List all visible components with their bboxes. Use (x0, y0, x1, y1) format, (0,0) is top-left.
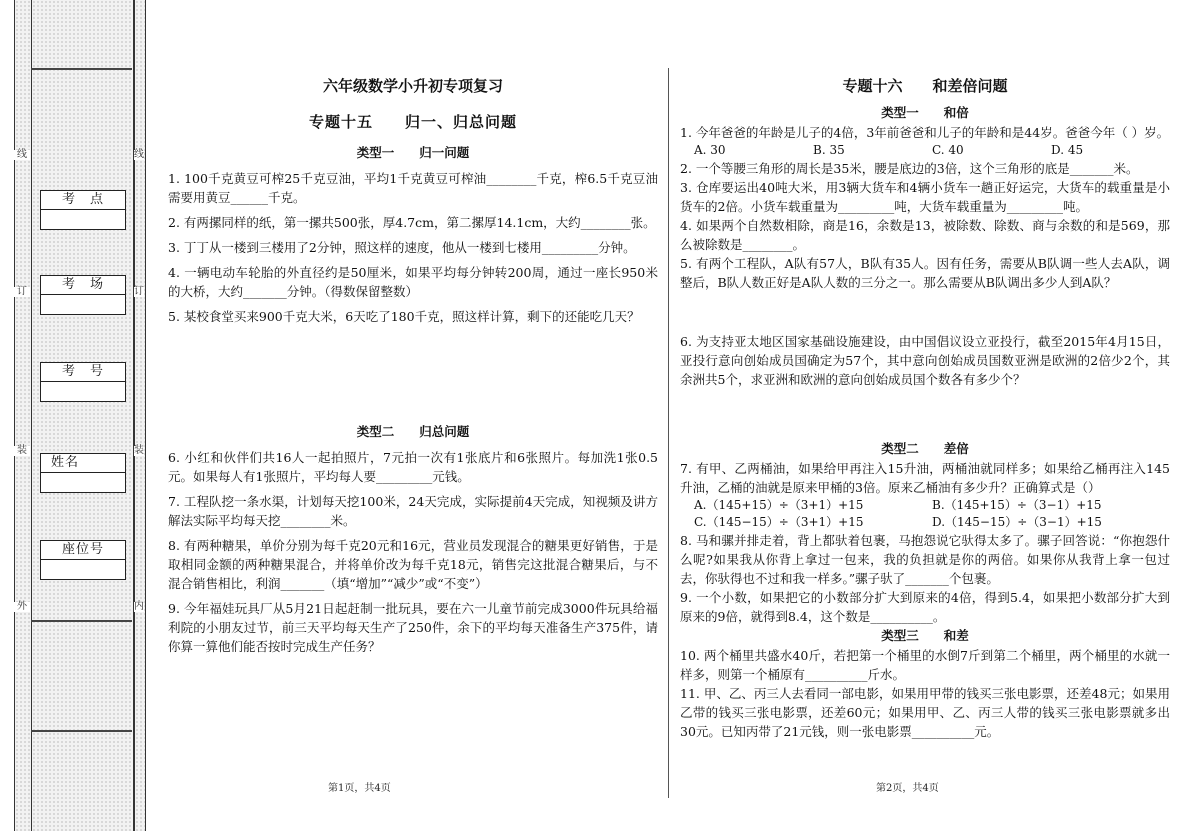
section-title: 专题十六 和差倍问题 (842, 77, 1008, 95)
seal-char: 外 (14, 602, 30, 612)
question-2: 2. 一个等腰三角形的周长是35米，腰是底边的3倍，这个三角形的底是_______米。 (680, 161, 1139, 176)
seal-char: 装 (14, 446, 30, 456)
left-page (168, 75, 658, 656)
question-2: 2. 有两摞同样的纸，第一摞共500张，厚4.7cm，第二摞厚14.1cm，大约________张。 (168, 215, 656, 230)
type-heading: 类型三 和差 (881, 628, 969, 643)
seat-number-label: 座位号 (41, 541, 125, 560)
question-1-options (680, 142, 1170, 159)
type-heading: 类型一 和倍 (881, 105, 969, 120)
binding-strip (31, 0, 134, 831)
question-3: 3. 丁丁从一楼到三楼用了2分钟，照这样的速度，他从一楼到七楼用_________分钟。 (168, 240, 636, 255)
right-page (680, 75, 1170, 741)
strip-rule (31, 620, 132, 622)
question-4: 4. 如果两个自然数相除，商是16，余数是13，被除数、除数、商与余数的和是569，那么被除数是________。 (680, 218, 1170, 252)
exam-room-box[interactable] (40, 275, 126, 315)
perforation-strip-left (14, 0, 32, 831)
option-a: A. 30 (694, 143, 726, 157)
option-d: D.（145−15）÷（3−1）+15 (932, 515, 1102, 529)
seal-char: 订 (14, 287, 30, 297)
option-c: C. 40 (932, 143, 964, 157)
exam-site-box[interactable] (40, 190, 126, 230)
exam-number-label: 考 号 (41, 363, 125, 382)
question-6: 6. 小红和伙伴们共16人一起拍照片，7元拍一次有1张底片和6张照片。每加洗1张0.5元。如果每人有1张照片，平均每人要_________元钱。 (168, 450, 658, 484)
seal-char: 线 (134, 149, 144, 160)
perforation-strip-right (134, 0, 146, 831)
exam-number-box[interactable] (40, 362, 126, 402)
type-heading: 类型二 差倍 (881, 441, 969, 456)
page-footer: 第2页，共4页 (876, 783, 939, 794)
seal-char: 线 (14, 150, 30, 160)
question-6: 6. 为支持亚太地区国家基础设施建设，由中国倡议设立亚投行，截至2015年4月15日，亚投行意向创始成员国确定为57个，其中意向创始成员国数亚洲是欧洲的2倍少2个，其余洲共5个，求亚洲和欧洲的意向创始成员国个数各有多少个？ (680, 334, 1170, 387)
page-title: 六年级数学小升初专项复习 (322, 77, 503, 95)
question-1: 1. 100千克黄豆可榨25千克豆油，平均1千克黄豆可榨油________千克，榨6.5千克豆油需要用黄豆______千克。 (168, 171, 658, 205)
name-label: 姓名 (41, 454, 125, 473)
question-5: 5. 某校食堂买来900千克大米，6天吃了180千克，照这样计算，剩下的还能吃几天？ (168, 309, 640, 324)
question-7-options (680, 497, 1170, 531)
question-10: 10. 两个桶里共盛水40斤，若把第一个桶里的水倒7斤到第二个桶里，两个桶里的水就一样多，则第一个桶原有__________斤水。 (680, 648, 1170, 682)
exam-room-label: 考 场 (41, 276, 125, 295)
seal-char: 装 (134, 445, 144, 456)
type-heading: 类型一 归一问题 (356, 145, 470, 160)
strip-rule (31, 730, 132, 732)
column-divider (668, 68, 669, 798)
page-footer: 第1页，共4页 (328, 783, 391, 794)
option-c: C.（145−15）÷（3+1）+15 (694, 515, 864, 529)
question-3: 3. 仓库要运出40吨大米，用3辆大货车和4辆小货车一趟正好运完，大货车的载重量是小货车的2倍。小货车载重量为_________吨，大货车载重量为_________吨。 (680, 180, 1170, 214)
seal-char: 订 (134, 286, 144, 297)
seat-number-box[interactable] (40, 540, 126, 580)
option-d: D. 45 (1051, 143, 1084, 157)
section-title: 专题十五 归一、归总问题 (308, 113, 517, 131)
question-8: 8. 马和骡并排走着，背上都驮着包裹，马抱怨说它驮得太多了。骡子回答说：“你抱怨什么呢?如果我从你背上拿过一包来，我的负担就是你的两倍。如果你从我背上拿一包过去，你驮得也不过和我一样多。”骡子驮了_______个包裹。 (680, 533, 1170, 586)
question-4: 4. 一辆电动车轮胎的外直径约是50厘米，如果平均每分钟转200周，通过一座长950米的大桥，大约_______分钟。（得数保留整数） (168, 265, 658, 299)
question-7: 7. 有甲、乙两桶油，如果给甲再注入15升油，两桶油就同样多；如果给乙桶再注入145升油，乙桶的油就是原来甲桶的3倍。原来乙桶油有多少升？正确算式是（） (680, 461, 1170, 495)
question-11: 11. 甲、乙、丙三人去看同一部电影，如果用甲带的钱买三张电影票，还差48元；如果用乙带的钱买三张电影票，还差60元；如果用甲、乙、丙三人带的钱买三张电影票就多出30元。已知丙带了21元钱，则一张电影票__________元。 (680, 686, 1170, 739)
type-heading: 类型二 归总问题 (356, 424, 470, 439)
question-5: 5. 有两个工程队，A队有57人，B队有35人。因有任务，需要从B队调一些人去A队，调整后，B队人数正好是A队人数的三分之一。那么需要从B队调出多少人到A队？ (680, 256, 1170, 290)
option-b: B.（145+15）÷（3−1）+15 (932, 498, 1102, 512)
binding-margin (0, 0, 150, 831)
name-box[interactable] (40, 453, 126, 493)
question-1: 1. 今年爸爸的年龄是儿子的4倍，3年前爸爸和儿子的年龄和是44岁。爸爸今年（ ）岁。 (680, 125, 1170, 140)
exam-site-label: 考 点 (41, 191, 125, 210)
question-8: 8. 有两种糖果，单价分别为每千克20元和16元，营业员发现混合的糖果更好销售，于是取相同金额的两种糖果混合，并将单价改为每千克18元，销售完这批混合糖果后，与不混合销售相比，利润_______（填“增加”“减少”或“不变”） (168, 538, 658, 591)
question-9: 9. 一个小数，如果把它的小数部分扩大到原来的4倍，得到5.4，如果把小数部分扩大到原来的9倍，就得到8.4，这个数是__________。 (680, 590, 1170, 624)
question-7: 7. 工程队挖一条水渠，计划每天挖100米，24天完成，实际提前4天完成，知视频及讲方解法实际平均每天挖________米。 (168, 494, 658, 528)
option-a: A.（145+15）÷（3+1）+15 (694, 498, 864, 512)
question-9: 9. 今年福娃玩具厂从5月21日起赶制一批玩具，要在六一儿童节前完成3000件玩具给福利院的小朋友过节，前三天平均每天生产了250件，余下的平均每天准备生产375件，请你算一算他们能否按时完成生产任务？ (168, 601, 658, 654)
option-b: B. 35 (813, 143, 845, 157)
strip-rule (31, 68, 132, 70)
seal-char: 内 (134, 601, 144, 612)
